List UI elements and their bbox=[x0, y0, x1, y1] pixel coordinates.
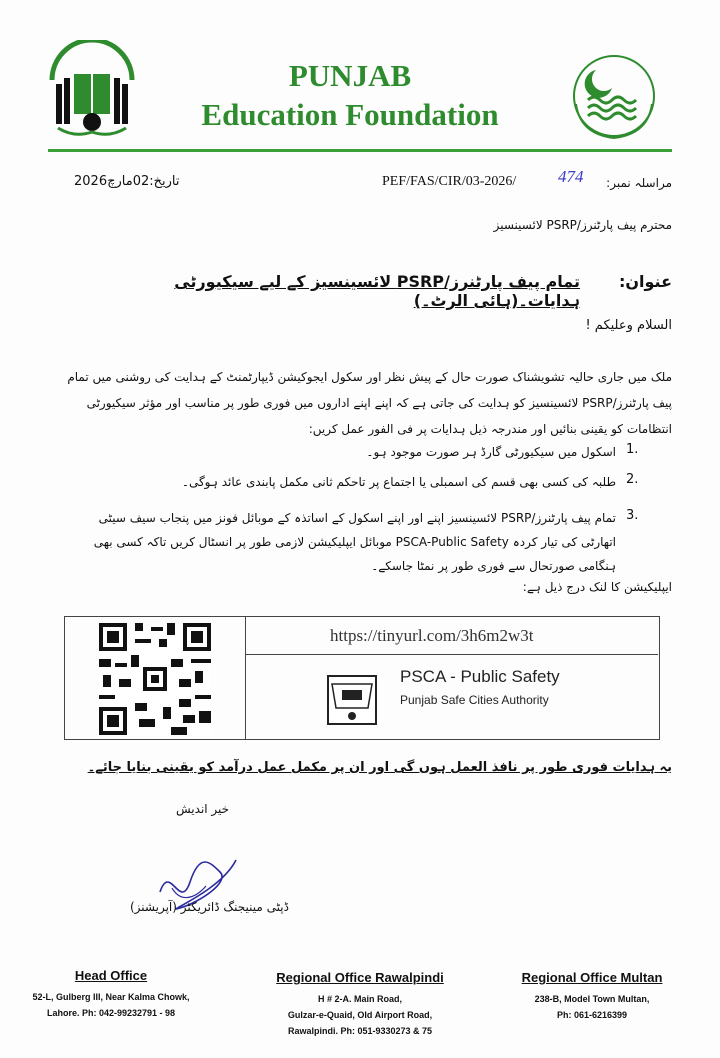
subject-label: عنوان: bbox=[618, 272, 672, 291]
office-address-line: Lahore. Ph: 042-99232791 - 98 bbox=[46, 1008, 176, 1018]
reference-label: مراسلہ نمبر: bbox=[606, 176, 672, 190]
addressee: محترم پیف پارٹنرز/PSRP لائسینسیز bbox=[493, 218, 672, 232]
box-divider bbox=[245, 654, 658, 655]
qr-cell bbox=[65, 617, 246, 739]
subject-text: تمام پیف پارٹنرز/PSRP لائسینسیز کے لیے سیکیورٹی ہدایات۔(ہائی الرٹ۔) bbox=[174, 272, 580, 310]
app-link-url[interactable]: https://tinyurl.com/3h6m2w3t bbox=[330, 626, 534, 645]
office-address-line: Rawalpindi. Ph: 051-9330273 & 75 bbox=[287, 1026, 433, 1036]
regards: خیر اندیش bbox=[176, 802, 230, 816]
qr-code[interactable] bbox=[99, 623, 211, 735]
office-title: Head Office bbox=[74, 968, 148, 983]
app-subtitle: Punjab Safe Cities Authority bbox=[400, 693, 549, 707]
list-number: 2. bbox=[626, 472, 639, 487]
office-address-line: 238-B, Model Town Multan, bbox=[534, 994, 650, 1004]
office-address-line: 52-L, Gulberg III, Near Kalma Chowk, bbox=[32, 992, 190, 1002]
body-paragraph: ملک میں جاری حالیہ تشویشناک صورت حال کے پیش نظر اور سکول ایجوکیشن ڈیپارٹمنٹ کے ہدایت کی روشنی میں تمام پیف پارٹنرز/PSRP لائسینسیز کو ہدایت کی جاتی ہے کہ اپنے اپنے اداروں میں فوری طور پر مناسب اور مؤثر سیکیورٹی انتظامات کو یقینی بنائیں اور مندرجہ ذیل ہدایات پر فی الفور عمل کریں: bbox=[67, 370, 672, 436]
header-divider bbox=[48, 149, 672, 152]
list-number: 3. bbox=[626, 508, 639, 523]
app-name: PSCA - Public Safety bbox=[400, 667, 560, 686]
office-title: Regional Office Multan bbox=[521, 970, 663, 985]
psca-logo bbox=[324, 672, 380, 728]
regional-office-multan bbox=[504, 970, 680, 1023]
regional-office-rawalpindi bbox=[262, 970, 458, 1039]
office-address-line: H # 2-A. Main Road, bbox=[317, 994, 402, 1004]
office-address-line: Ph: 061-6216399 bbox=[556, 1010, 628, 1020]
closing-statement: یہ ہدایات فوری طور پر نافذ العمل ہوں گی اور ان پر مکمل عمل درآمد کو یقینی بنایا جائے۔ bbox=[87, 760, 672, 775]
greeting: السلام وعلیکم ! bbox=[585, 318, 672, 333]
instruction-item: تمام پیف پارٹنرز/PSRP لائسینسیز اپنے اور اپنے اسکول کے اساتذہ کے موبائل فونز میں پنجاب سیف سیٹی اتھارٹی کی تیار کردہ PSCA-Public Safety موبائل ایپلیکیشن لازمی طور پر انسٹال کریں تاکہ کسی بھی ہنگامی صورتحال سے فوری طور پر نمٹا جاسکے۔ bbox=[93, 511, 616, 573]
list-number: 1. bbox=[626, 442, 639, 457]
instruction-item: طلبہ کی کسی بھی قسم کی اسمبلی یا اجتماع پر تاحکم ثانی مکمل پابندی عائد ہوگی۔ bbox=[181, 475, 616, 489]
reference-number: PEF/FAS/CIR/03-2026/ bbox=[382, 174, 517, 189]
org-title-line2: Education Foundation bbox=[201, 97, 499, 132]
instruction-item: اسکول میں سیکیورٹی گارڈ ہر صورت موجود ہو۔ bbox=[366, 445, 616, 459]
office-address-line: Gulzar-e-Quaid, Old Airport Road, bbox=[287, 1010, 433, 1020]
designation: ڈپٹی مینیجنگ ڈائریکٹر (آپریشنز) bbox=[130, 900, 289, 914]
handwritten-reference-number: 474 bbox=[558, 167, 584, 186]
letter-date: تاریخ:02مارچ2026 bbox=[74, 174, 180, 189]
punjab-govt-logo bbox=[566, 48, 662, 144]
org-title-line1: PUNJAB bbox=[288, 58, 412, 93]
link-intro: ایپلیکیشن کا لنک درج ذیل ہے: bbox=[522, 580, 672, 594]
office-title: Regional Office Rawalpindi bbox=[276, 970, 444, 985]
head-office bbox=[18, 968, 204, 1021]
